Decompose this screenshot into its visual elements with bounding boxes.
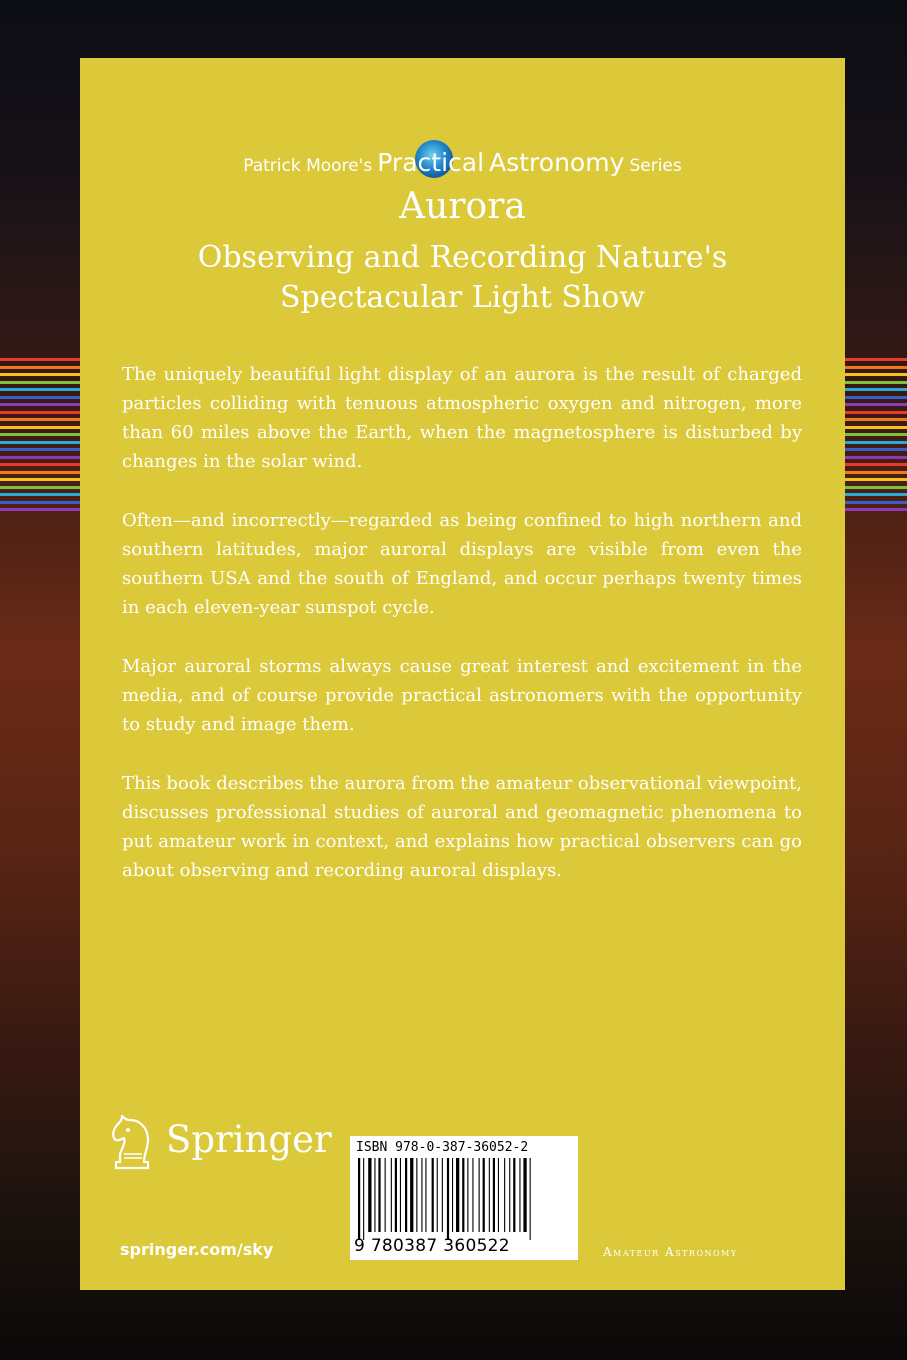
barcode-bar: [513, 1158, 515, 1232]
subtitle-line-1: Observing and Recording Nature's: [197, 240, 728, 275]
barcode-bar: [385, 1158, 386, 1232]
barcode-bar: [421, 1158, 422, 1232]
barcode-bar: [456, 1158, 459, 1232]
barcode-bar: [358, 1158, 360, 1240]
barcode-bar: [479, 1158, 480, 1232]
ean-digits: 9 780387 360522: [354, 1236, 510, 1256]
back-cover-panel: [80, 58, 845, 1290]
barcode-bar: [489, 1158, 490, 1232]
barcode-bar: [425, 1158, 426, 1232]
springer-logo: [108, 1114, 338, 1174]
barcode-bar: [400, 1158, 401, 1232]
description-paragraph: The uniquely beautiful light display of an aurora is the result of charged particles colliding with tenuous atmospheric oxygen and nitrogen, more than 60 miles above the Earth, when the magnetosphere is disturbed by changes in the solar wind.: [122, 364, 802, 472]
barcode-bar: [509, 1158, 510, 1232]
barcode-bar: [523, 1158, 526, 1232]
barcode-bar: [378, 1158, 380, 1232]
barcode-bar: [442, 1158, 443, 1232]
isbn-barcode: [350, 1136, 578, 1260]
series-prefix: Patrick Moore's: [243, 156, 373, 176]
subtitle-line-2: Spectacular Light Show: [280, 280, 645, 315]
barcode-bar: [437, 1158, 438, 1232]
isbn-label: ISBN 978-0-387-36052-2: [356, 1140, 529, 1155]
barcode-bar: [374, 1158, 375, 1232]
publisher-url[interactable]: springer.com/sky: [120, 1240, 274, 1259]
barcode-bar: [368, 1158, 371, 1232]
category-label: Amateur Astronomy: [603, 1245, 738, 1259]
barcode-bar: [410, 1158, 413, 1232]
barcode-bar: [472, 1158, 473, 1232]
barcode-bar: [462, 1158, 464, 1232]
barcode-bar: [504, 1158, 505, 1232]
book-subtitle: [80, 238, 845, 318]
barcode-bar: [405, 1158, 407, 1232]
barcode-bar: [452, 1158, 453, 1232]
publisher-name: Springer: [166, 1118, 332, 1161]
barcode-bar: [498, 1158, 499, 1232]
series-name-practical: Practical: [377, 148, 484, 177]
description-paragraph: This book describes the aurora from the amateur observational viewpoint, discusses professional studies of auroral and geomagnetic phenomena to put amateur work in context, and explains how practical observers can go about observing and recording auroral displays.: [122, 773, 802, 881]
book-title: Aurora: [399, 186, 526, 227]
book-description: [122, 360, 802, 915]
series-name-astronomy: Astronomy: [489, 148, 625, 177]
barcode-bar: [519, 1158, 520, 1232]
barcode-bar: [432, 1158, 434, 1232]
barcode-bar: [395, 1158, 397, 1232]
barcode-bar: [493, 1158, 495, 1232]
barcode-bar: [447, 1158, 449, 1240]
barcode-bar: [416, 1158, 417, 1232]
description-paragraph: Often—and incorrectly—regarded as being confined to high northern and southern latitudes, major auroral displays are visible from even the southern USA and the south of England, and occur perhaps twenty times in each eleven-year sunspot cycle.: [122, 510, 802, 618]
knight-chess-piece-icon: [108, 1114, 158, 1172]
barcode-bars: [358, 1158, 570, 1240]
barcode-bar: [391, 1158, 392, 1232]
series-name: [80, 148, 845, 177]
description-paragraph: Major auroral storms always cause great interest and excitement in the media, and of course provide practical astronomers with the opportunity to study and image them.: [122, 656, 802, 735]
barcode-bar: [530, 1158, 531, 1240]
barcode-bar: [467, 1158, 468, 1232]
barcode-bar: [363, 1158, 364, 1240]
series-suffix: Series: [629, 156, 682, 176]
barcode-bar: [483, 1158, 485, 1232]
